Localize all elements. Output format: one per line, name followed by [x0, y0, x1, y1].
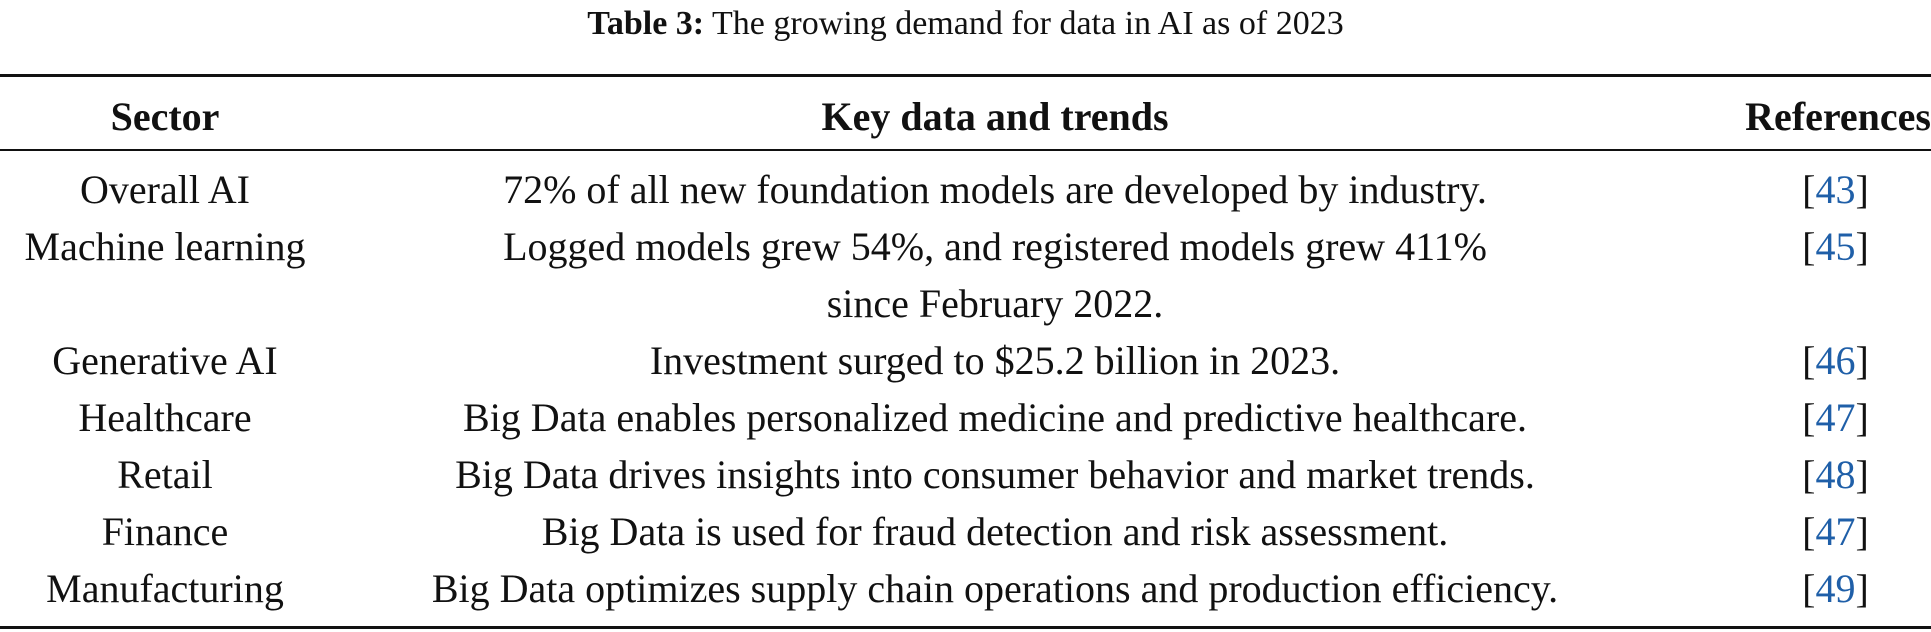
- reference-link[interactable]: 47: [1815, 509, 1856, 554]
- cell-sector: Overall AI: [80, 167, 250, 212]
- table-row: [0, 218, 1931, 332]
- table-caption-text: The growing demand for data in AI as of 2023: [712, 5, 1344, 42]
- table-row: [0, 156, 1931, 218]
- table-row: [0, 560, 1931, 617]
- reference-link[interactable]: 43: [1815, 167, 1856, 212]
- table-row: [0, 446, 1931, 503]
- cell-key-data: Investment surged to $25.2 billion in 2023.: [649, 338, 1341, 383]
- cell-reference: [47]: [1802, 509, 1869, 554]
- header-key-data: Key data and trends: [821, 93, 1169, 139]
- table-caption: [0, 0, 1931, 52]
- reference-link[interactable]: 49: [1815, 566, 1856, 611]
- cell-reference: [45]: [1802, 224, 1869, 269]
- reference-link[interactable]: 45: [1815, 224, 1856, 269]
- cell-key-data: 72% of all new foundation models are developed by industry.: [503, 167, 1487, 212]
- cell-key-data: Big Data optimizes supply chain operations and production efficiency.: [431, 566, 1559, 611]
- header-row: [0, 74, 1931, 156]
- data-table: [0, 74, 1931, 617]
- cell-sector: Healthcare: [78, 395, 252, 440]
- reference-link[interactable]: 46: [1815, 338, 1856, 383]
- table-row: [0, 332, 1931, 389]
- cell-reference: [43]: [1802, 167, 1869, 212]
- cell-sector: Generative AI: [52, 338, 278, 383]
- cell-reference: [48]: [1802, 452, 1869, 497]
- cell-reference: [46]: [1802, 338, 1869, 383]
- table-caption-label: Table 3:: [587, 5, 705, 42]
- cell-sector: Retail: [117, 452, 213, 497]
- table-row: [0, 389, 1931, 446]
- cell-key-data: Logged models grew 54%, and registered models grew 411% since February 2022.: [503, 224, 1487, 326]
- cell-sector: Finance: [101, 509, 229, 554]
- reference-link[interactable]: 48: [1815, 452, 1856, 497]
- bottom-rule: [0, 626, 1931, 629]
- cell-sector: Manufacturing: [46, 566, 284, 611]
- table-row: [0, 503, 1931, 560]
- reference-link[interactable]: 47: [1815, 395, 1856, 440]
- cell-key-data: Big Data is used for fraud detection and risk assessment.: [541, 509, 1449, 554]
- cell-sector: Machine learning: [24, 224, 306, 269]
- cell-key-data: Big Data enables personalized medicine and predictive healthcare.: [463, 395, 1527, 440]
- header-references: References: [1745, 93, 1931, 139]
- cell-key-data: Big Data drives insights into consumer behavior and market trends.: [455, 452, 1535, 497]
- cell-reference: [49]: [1802, 566, 1869, 611]
- cell-reference: [47]: [1802, 395, 1869, 440]
- header-sector: Sector: [110, 93, 220, 139]
